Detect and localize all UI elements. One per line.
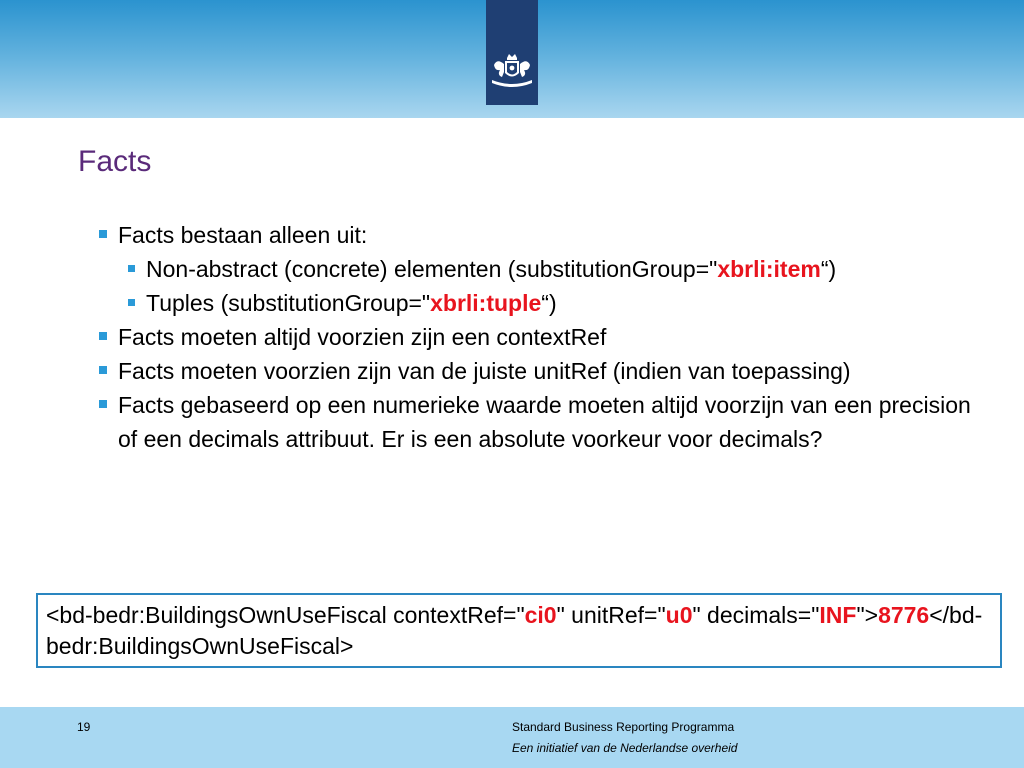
coat-of-arms-icon [488, 52, 536, 92]
square-bullet-icon [99, 400, 107, 408]
text-segment: Tuples (substitutionGroup=" [146, 290, 431, 316]
text-segment: “) [541, 290, 557, 316]
square-bullet-icon [99, 332, 107, 340]
bullet-item [96, 320, 976, 354]
square-bullet-icon [128, 265, 135, 272]
text-segment: Facts moeten voorzien zijn van de juiste unitRef (indien van toepassing) [118, 358, 851, 384]
text-segment: </bd-bedr:BuildingsOwnUseFiscal> [46, 602, 983, 659]
bullet-item [96, 354, 976, 388]
highlighted-text: u0 [665, 602, 693, 628]
footer-organization: Standard Business Reporting Programma [512, 720, 735, 734]
government-logo [486, 0, 538, 105]
sub-bullet-item [126, 286, 976, 320]
text-segment: " unitRef=" [556, 602, 666, 628]
highlighted-text: 8776 [878, 602, 930, 628]
text-segment: Facts gebaseerd op een numerieke waarde moeten altijd voorzijn van een precision of een decimals attribuut. Er is een absolute voorkeur voor decimals? [118, 392, 971, 452]
bullet-list [96, 218, 976, 456]
highlighted-text: xbrli:tuple [430, 290, 542, 316]
text-segment: " decimals=" [692, 602, 820, 628]
slide-title: Facts [78, 145, 152, 178]
text-segment: Facts moeten altijd voorzien zijn een contextRef [118, 324, 607, 350]
bullet-item [96, 218, 976, 252]
footer-tagline: Een initiatief van de Nederlandse overheid [512, 741, 738, 755]
text-segment: "> [856, 602, 879, 628]
highlighted-text: xbrli:item [717, 256, 821, 282]
page-number: 19 [77, 720, 91, 734]
square-bullet-icon [99, 366, 107, 374]
square-bullet-icon [99, 230, 107, 238]
highlighted-text: INF [819, 602, 857, 628]
code-example-box [36, 593, 1002, 668]
sub-bullet-item [126, 252, 976, 286]
bullet-item [96, 388, 976, 456]
footer-band [0, 707, 1024, 768]
text-segment: “) [820, 256, 837, 282]
highlighted-text: ci0 [524, 602, 557, 628]
text-segment: Non-abstract (concrete) elementen (substitutionGroup=" [146, 256, 718, 282]
square-bullet-icon [128, 299, 135, 306]
text-segment: Facts bestaan alleen uit: [118, 222, 368, 248]
text-segment: <bd-bedr:BuildingsOwnUseFiscal contextRef=" [46, 602, 525, 628]
